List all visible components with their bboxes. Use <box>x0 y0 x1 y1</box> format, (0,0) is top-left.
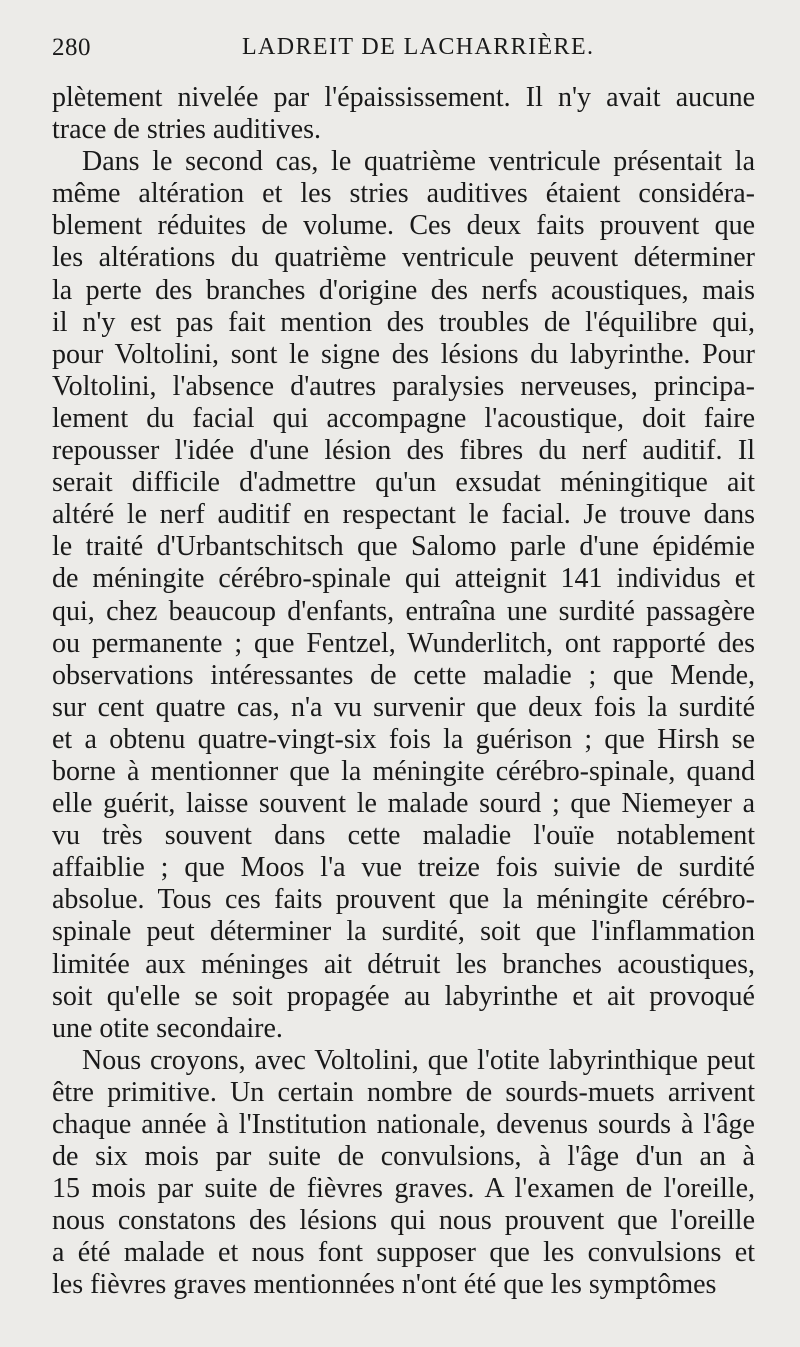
running-head: LADREIT DE LACHARRIÈRE. <box>242 34 595 60</box>
text-line: soit qu'elle se soit propagée au labyrinthe et ait provoqué <box>52 980 755 1012</box>
text-line: une otite secondaire. <box>52 1012 283 1044</box>
text-line: elle guérit, laisse souvent le malade sourd ; que Niemeyer a <box>52 788 755 820</box>
text-line: serait difficile d'admettre qu'un exsudat méningitique ait <box>52 467 755 499</box>
text-line: sur cent quatre cas, n'a vu survenir que deux fois la surdité <box>52 691 755 723</box>
text-line: les altérations du quatrième ventricule peuvent déterminer <box>52 242 755 274</box>
text-line: Voltolini, l'absence d'autres paralysies nerveuses, principa- <box>52 370 755 402</box>
text-line: même altération et les stries auditives étaient considéra- <box>52 178 755 210</box>
text-line: le traité d'Urbantschitsch que Salomo parle d'une épidémie <box>52 531 755 563</box>
paragraph <box>52 82 755 146</box>
page-number: 280 <box>52 34 91 61</box>
body-text <box>52 82 755 1302</box>
text-line: de méningite cérébro-spinale qui atteignit 141 individus et <box>52 563 755 595</box>
text-line: borne à mentionner que la méningite cérébro-spinale, quand <box>52 755 755 787</box>
page-header <box>52 34 756 74</box>
text-line: limitée aux méninges ait détruit les branches acoustiques, <box>52 948 755 980</box>
text-line: Dans le second cas, le quatrième ventricule présentait la <box>82 146 755 178</box>
text-line: qui, chez beaucoup d'enfants, entraîna une surdité passagère <box>52 595 755 627</box>
text-line: altéré le nerf auditif en respectant le facial. Je trouve dans <box>52 499 755 531</box>
paragraph <box>52 1045 755 1302</box>
text-line: et a obtenu quatre-vingt-six fois la guérison ; que Hirsh se <box>52 723 755 755</box>
text-line: affaiblie ; que Moos l'a vue treize fois suivie de surdité <box>52 852 755 884</box>
text-line: pour Voltolini, sont le signe des lésions du labyrinthe. Pour <box>52 338 755 370</box>
text-line: il n'y est pas fait mention des troubles de l'équilibre qui, <box>52 306 755 338</box>
text-line: Nous croyons, avec Voltolini, que l'otite labyrinthique peut <box>82 1044 755 1076</box>
text-line: vu très souvent dans cette maladie l'ouïe notablement <box>52 820 755 852</box>
text-line: chaque année à l'Institution nationale, devenus sourds à l'âge <box>52 1109 755 1140</box>
text-line: lement du facial qui accompagne l'acoustique, doit faire <box>52 402 755 434</box>
text-line: ou permanente ; que Fentzel, Wunderlitch, ont rapporté des <box>52 627 755 659</box>
text-line: plètement nivelée par l'épaississement. Il n'y avait aucune <box>52 82 755 113</box>
text-line: les fièvres graves mentionnées n'ont été que les symptômes <box>52 1269 717 1301</box>
text-line: blement réduites de volume. Ces deux faits prouvent que <box>52 210 755 242</box>
text-line: spinale peut déterminer la surdité, soit que l'inflammation <box>52 916 755 948</box>
text-line: trace de stries auditives. <box>52 114 322 146</box>
text-line: de six mois par suite de convulsions, à l'âge d'un an à <box>52 1141 755 1173</box>
text-line: absolue. Tous ces faits prouvent que la méningite cérébro- <box>52 884 755 916</box>
text-line: 15 mois par suite de fièvres graves. A l'examen de l'oreille, <box>52 1173 755 1205</box>
text-line: repousser l'idée d'une lésion des fibres du nerf auditif. Il <box>52 435 755 467</box>
text-line: nous constatons des lésions qui nous prouvent que l'oreille <box>52 1205 755 1237</box>
text-line: la perte des branches d'origine des nerfs acoustiques, mais <box>52 274 755 306</box>
text-line: a été malade et nous font supposer que les convulsions et <box>52 1237 755 1269</box>
paragraph <box>52 146 755 1045</box>
text-line: observations intéressantes de cette maladie ; que Mende, <box>52 659 755 691</box>
text-line: être primitive. Un certain nombre de sourds-muets arrivent <box>52 1076 755 1108</box>
